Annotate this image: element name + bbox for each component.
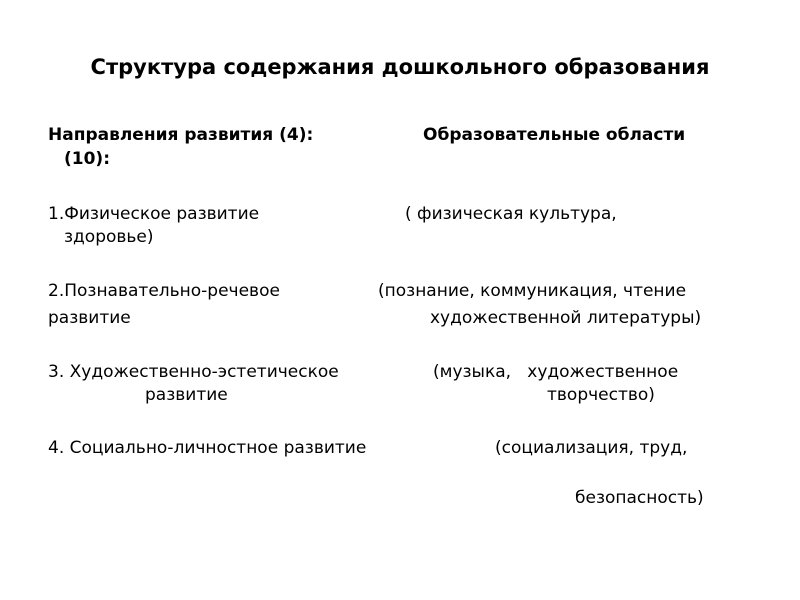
header-left: Направления развития (4): xyxy=(48,125,314,145)
row-3-areas: (музыка, художественное xyxy=(433,362,679,382)
row-2-direction-continued: развитие xyxy=(48,308,131,328)
row-4-areas-continued: безопасность) xyxy=(575,488,704,508)
header-right: Образовательные области xyxy=(423,125,686,145)
row-1-areas: ( физическая культура, xyxy=(405,204,617,224)
row-1-direction-continued: здоровье) xyxy=(64,227,154,247)
row-3-direction-continued: развитие xyxy=(145,385,228,405)
row-2-areas-continued: художественной литературы) xyxy=(430,308,702,328)
row-2-areas: (познание, коммуникация, чтение xyxy=(378,281,687,301)
row-1-direction: 1.Физическое развитие xyxy=(48,204,260,224)
row-4-direction: 4. Социально-личностное развитие xyxy=(48,438,367,458)
header-left-continued: (10): xyxy=(64,149,110,169)
row-3-direction: 3. Художественно-эстетическое xyxy=(48,362,339,382)
row-4-areas: (социализация, труд, xyxy=(495,438,688,458)
row-3-areas-continued: творчество) xyxy=(547,385,655,405)
row-2-direction: 2.Познавательно-речевое xyxy=(48,281,280,301)
slide-title: Структура содержания дошкольного образования xyxy=(90,55,710,79)
